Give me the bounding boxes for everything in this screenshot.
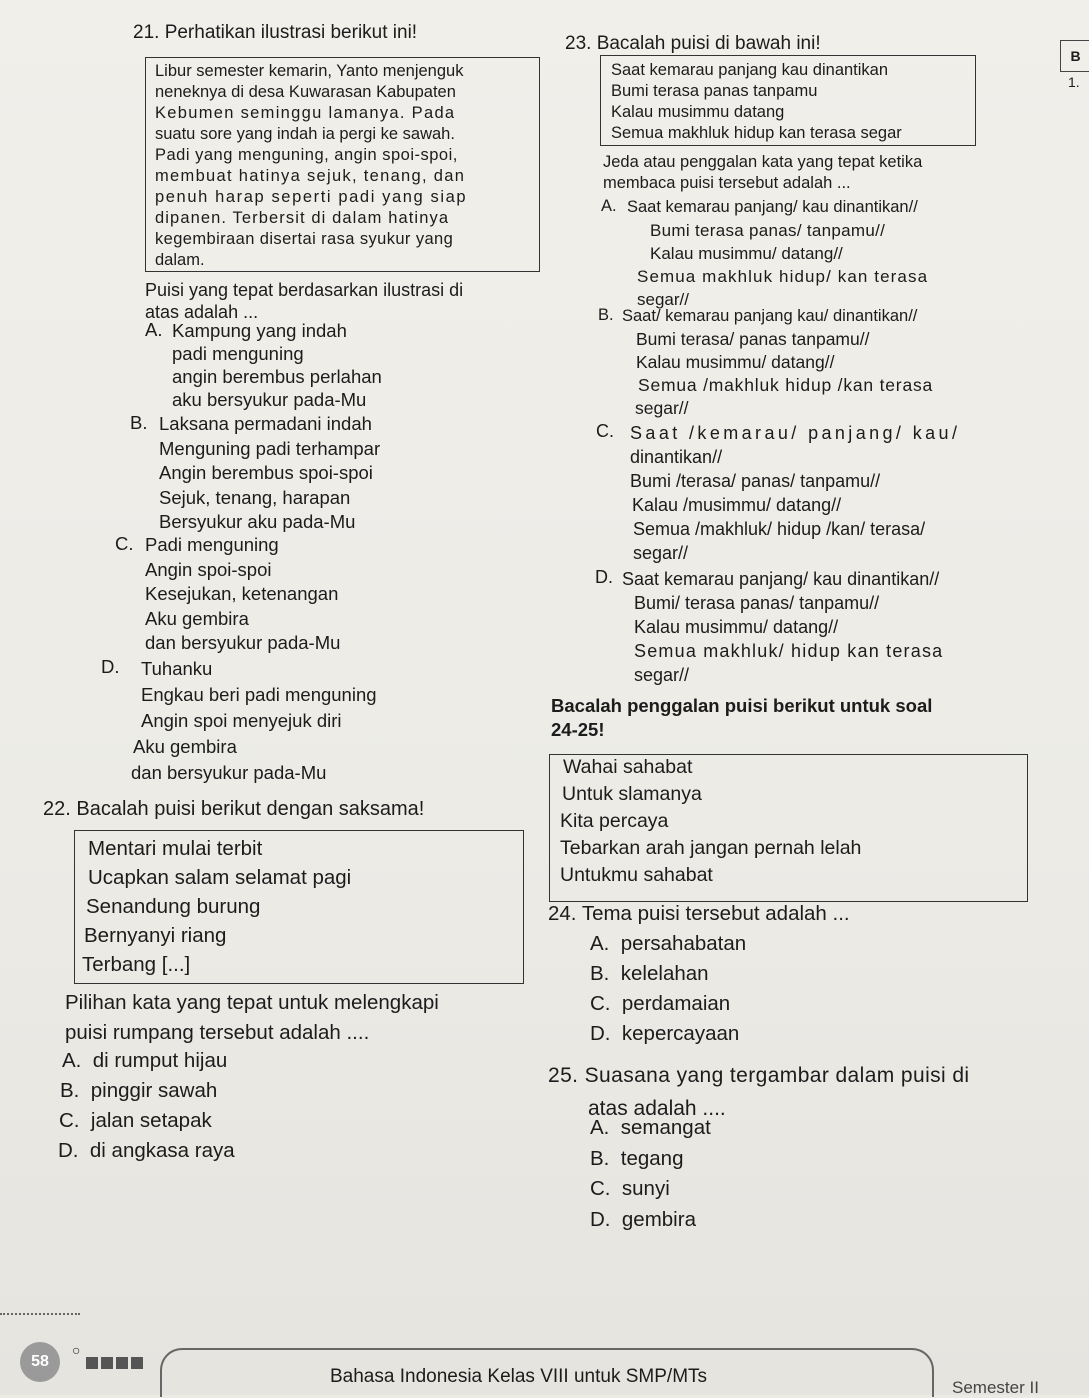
option-label: D. (595, 567, 613, 587)
option-label: A. (601, 197, 617, 215)
q23-option-a[interactable] (601, 196, 617, 217)
option-text: kelelahan (620, 962, 709, 985)
option-text: di angkasa raya (89, 1139, 235, 1162)
q25-option-b[interactable] (590, 1144, 711, 1175)
option-line: Kalau musimmu/ datang// (634, 617, 839, 637)
poem-line: Wahai sahabat (563, 756, 693, 778)
passage-line: Padi yang menguning, angin spoi-spoi, (155, 146, 458, 164)
option-line: segar// (633, 543, 689, 563)
passage-line: Kebumen seminggu lamanya. Pada (155, 104, 456, 122)
option-line: Kalau /musimmu/ datang// (632, 495, 842, 515)
option-line: Bumi terasa panas/ tanpamu// (650, 221, 886, 240)
footer-circle-icon: ○ (72, 1342, 81, 1358)
option-line: dan bersyukur pada-Mu (131, 762, 327, 783)
option-text: semangat (620, 1116, 711, 1139)
q21-option-c[interactable] (115, 533, 134, 555)
option-text: di rumput hijau (92, 1049, 228, 1072)
option-line: Padi menguning (145, 534, 279, 555)
option-label: D. (590, 1207, 611, 1231)
option-line: Aku gembira (145, 607, 249, 629)
option-line: Bersyukur aku pada-Mu (159, 511, 356, 532)
page-number-badge (20, 1342, 60, 1382)
option-line: Kalau musimmu/ datang// (636, 352, 835, 372)
question-line: atas adalah ... (145, 302, 259, 322)
option-line: Kesejukan, ketenangan (145, 583, 339, 604)
footer-decor-blocks (86, 1357, 143, 1369)
option-line: segar// (634, 665, 690, 685)
option-label: C. (590, 992, 611, 1015)
option-line: aku bersyukur pada-Mu (172, 389, 367, 410)
option-label: C. (115, 533, 134, 554)
option-label: A. (590, 932, 610, 955)
q23-option-a-text (627, 196, 928, 311)
q23-option-d-text (622, 567, 943, 687)
option-label: A. (590, 1116, 610, 1139)
q25-option-d[interactable] (590, 1205, 711, 1236)
option-text: sunyi (621, 1177, 670, 1200)
passage-line: Libur semester kemarin, Yanto menjenguk (155, 62, 464, 80)
passage-line: kegembiraan disertai rasa syukur yang (155, 230, 454, 248)
option-text: pinggir sawah (90, 1079, 218, 1102)
option-label: C. (596, 421, 614, 441)
q22-poem (82, 834, 352, 979)
poem-line: Untuk slamanya (562, 783, 702, 805)
option-line: Engkau beri padi menguning (141, 684, 377, 705)
q21-passage (155, 61, 467, 271)
question-line: Jeda atau penggalan kata yang tepat ketika (603, 153, 923, 171)
option-label: B. (598, 306, 614, 324)
q24-option-a[interactable] (590, 929, 746, 959)
question-line: atas adalah .... (588, 1097, 726, 1120)
passage-line: suatu sore yang indah ia pergi ke sawah. (155, 125, 455, 143)
question-line: membaca puisi tersebut adalah ... (603, 174, 851, 192)
option-line: Tuhanku (141, 658, 213, 679)
q23-option-b-text (622, 305, 933, 420)
intro-line: Bacalah penggalan puisi berikut untuk soal (551, 695, 933, 716)
option-text: persahabatan (620, 932, 747, 955)
option-line: Bumi/ terasa panas/ tanpamu// (634, 593, 880, 613)
poem-line: Senandung burung (86, 895, 261, 918)
poem-line: Bernyanyi riang (84, 924, 227, 947)
q24-25-intro (551, 694, 932, 742)
poem-line: Mentari mulai terbit (88, 837, 263, 860)
poem-line: Tebarkan arah jangan pernah lelah (560, 837, 862, 859)
q22-title: 22. Bacalah puisi berikut dengan saksama! (43, 798, 425, 820)
option-line: Sejuk, tenang, harapan (159, 486, 351, 508)
option-line: Kampung yang indah (172, 320, 347, 341)
q22-option-a[interactable] (62, 1046, 235, 1076)
poem-line: Terbang [...] (82, 953, 191, 976)
q23-question (603, 152, 922, 194)
side-tab-letter: B (1070, 48, 1081, 64)
q25-options (590, 1113, 711, 1235)
option-line: segar// (635, 398, 689, 418)
q22-option-b[interactable] (60, 1076, 235, 1106)
option-line: angin berembus perlahan (172, 366, 382, 387)
q23-title: 23. Bacalah puisi di bawah ini! (565, 33, 821, 54)
option-line: Saat/ kemarau panjang kau/ dinantikan// (622, 307, 918, 325)
option-line: Saat /kemarau/ panjang/ kau/ (630, 423, 961, 443)
passage-line: neneknya di desa Kuwarasan Kabupaten (155, 83, 456, 101)
passage-line: membuat hatinya sejuk, tenang, dan (155, 167, 466, 185)
footer-dotted-line (0, 1313, 80, 1315)
option-line: Saat kemarau panjang/ kau dinantikan// (627, 198, 918, 216)
option-line: Semua /makhluk/ hidup /kan/ terasa/ (633, 519, 926, 539)
option-line: Angin spoi-spoi (145, 558, 272, 580)
option-label: C. (590, 1177, 611, 1200)
page-number: 58 (31, 1353, 49, 1370)
option-text: tegang (620, 1146, 684, 1170)
option-label: D. (590, 1022, 611, 1045)
question-line: puisi rumpang tersebut adalah .... (65, 1021, 370, 1044)
passage-line: penuh harap seperti padi yang siap (155, 188, 468, 206)
option-line: Kalau musimmu/ datang// (650, 244, 843, 263)
option-text: jalan setapak (90, 1109, 212, 1132)
q21-option-a-text (172, 319, 382, 411)
option-line: segar// (637, 290, 689, 309)
poem-line: Kita percaya (560, 810, 669, 832)
side-tab-box (1060, 40, 1089, 72)
passage-line: dalam. (155, 251, 205, 269)
q24-option-b[interactable] (590, 959, 746, 989)
option-text: kepercayaan (621, 1022, 740, 1045)
q22-option-c[interactable] (59, 1106, 235, 1136)
option-line: Semua makhluk/ hidup kan terasa (634, 641, 944, 661)
q24-option-c[interactable] (590, 989, 746, 1019)
q23-option-d[interactable] (595, 567, 613, 588)
poem-line: Untukmu sahabat (560, 864, 713, 886)
option-label: C. (59, 1109, 80, 1132)
q23-poem (611, 60, 902, 144)
q21-option-d[interactable] (101, 656, 120, 678)
option-text: gembira (621, 1207, 696, 1231)
footer-semester: Semester II (952, 1378, 1039, 1397)
q25-option-c[interactable] (590, 1174, 711, 1205)
question-line: Pilihan kata yang tepat untuk melengkapi (65, 991, 439, 1014)
option-line: dan bersyukur pada-Mu (145, 632, 341, 653)
q21-question (145, 279, 463, 323)
option-line: Bumi terasa/ panas tanpamu// (636, 329, 870, 349)
option-label: A. (145, 319, 163, 340)
q23-option-c[interactable] (596, 421, 614, 442)
q21-option-d-text (131, 656, 377, 786)
poem-line: Semua makhluk hidup kan terasa segar (611, 124, 902, 142)
q24-title: 24. Tema puisi tersebut adalah ... (548, 902, 850, 925)
option-line: Angin berembus spoi-spoi (159, 462, 373, 483)
q25-option-a[interactable] (590, 1113, 711, 1144)
option-label: D. (58, 1139, 79, 1162)
option-label: D. (101, 656, 120, 677)
q22-option-d[interactable] (58, 1136, 235, 1166)
option-line: dinantikan// (630, 447, 723, 467)
poem-line: Bumi terasa panas tanpamu (611, 82, 818, 100)
poem2 (560, 754, 861, 889)
option-line: Menguning padi terhampar (159, 437, 381, 459)
q21-option-b-text (159, 412, 380, 535)
intro-line: 24-25! (551, 719, 605, 740)
option-line: Saat kemarau panjang/ kau dinantikan// (622, 569, 940, 589)
q23-option-b[interactable] (598, 305, 614, 326)
q21-option-b[interactable] (130, 412, 147, 434)
option-line: Angin spoi menyejuk diri (141, 710, 342, 731)
option-label: B. (130, 412, 148, 433)
option-label: B. (590, 962, 610, 985)
question-line: 25. Suasana yang tergambar dalam puisi di (548, 1064, 970, 1087)
q24-option-d[interactable] (590, 1019, 746, 1049)
q21-title: 21. Perhatikan ilustrasi berikut ini! (133, 22, 418, 43)
question-line: Puisi yang tepat berdasarkan ilustrasi di (145, 280, 464, 300)
q21-option-a[interactable] (145, 319, 162, 341)
option-line: Laksana permadani indah (159, 413, 372, 434)
option-line: padi menguning (172, 343, 304, 364)
option-line: Semua makhluk hidup/ kan terasa (637, 267, 929, 286)
option-line: Aku gembira (133, 736, 237, 757)
option-line: Semua /makhluk hidup /kan terasa (638, 375, 934, 395)
q23-option-c-text (630, 421, 960, 565)
option-label: B. (590, 1146, 610, 1170)
poem-line: Ucapkan salam selamat pagi (88, 866, 352, 889)
footer-book-title: Bahasa Indonesia Kelas VIII untuk SMP/MTs (330, 1366, 708, 1387)
poem-line: Kalau musimmu datang (611, 103, 785, 121)
option-label: B. (60, 1079, 80, 1102)
poem-line: Saat kemarau panjang kau dinantikan (611, 61, 889, 79)
option-label: A. (62, 1049, 82, 1072)
q24-options (590, 929, 746, 1049)
q22-question (65, 988, 439, 1048)
option-text: perdamaian (621, 992, 731, 1015)
q21-option-c-text (145, 533, 340, 656)
side-number: 1. (1068, 74, 1080, 90)
passage-line: dipanen. Terbersit di dalam hatinya (155, 209, 450, 227)
q22-options (58, 1046, 235, 1166)
option-line: Bumi /terasa/ panas/ tanpamu// (630, 471, 881, 491)
